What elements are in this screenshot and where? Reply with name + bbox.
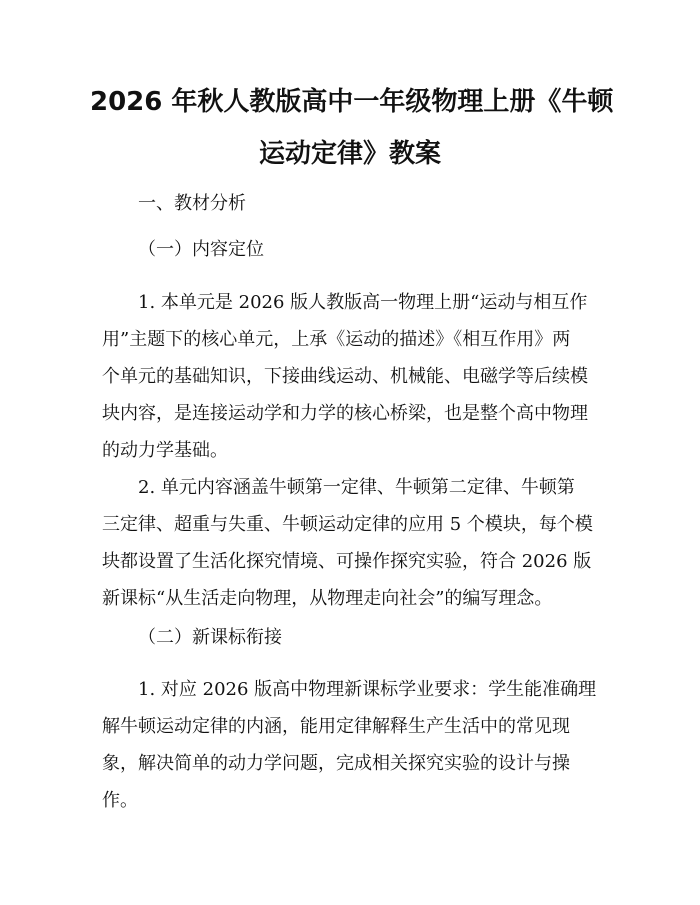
paragraph-line: 新课标“从生活走向物理，从物理走向社会”的编写理念。 bbox=[102, 588, 553, 609]
paragraph-1 bbox=[102, 284, 602, 469]
subsection-heading-content-positioning: （一）内容定位 bbox=[138, 239, 264, 260]
paragraph-line: 三定律、超重与失重、牛顿运动定律的应用 5 个模块，每个模 bbox=[102, 514, 593, 535]
title-line: 运动定律》教案 bbox=[258, 139, 441, 169]
section-heading-textbook-analysis: 一、教材分析 bbox=[138, 193, 246, 214]
paragraph-line: 用”主题下的核心单元，上承《运动的描述》《相互作用》两 bbox=[102, 329, 571, 350]
paragraph-line: 块都设置了生活化探究情境、可操作探究实验，符合 2026 版 bbox=[102, 551, 592, 572]
paragraph-line: 个单元的基础知识，下接曲线运动、机械能、电磁学等后续模 bbox=[102, 366, 588, 387]
paragraph-3 bbox=[102, 671, 602, 819]
document-title bbox=[90, 76, 614, 180]
subsection-heading-curriculum-alignment: （二）新课标衔接 bbox=[138, 627, 282, 648]
paragraph-line: 1. 对应 2026 版高中物理新课标学业要求：学生能准确理 bbox=[138, 679, 597, 700]
paragraph-line: 作。 bbox=[102, 790, 138, 811]
paragraph-2 bbox=[102, 469, 602, 617]
paragraph-line: 的动力学基础。 bbox=[102, 440, 228, 461]
title-line: 2026 年秋人教版高中一年级物理上册《牛顿 bbox=[90, 87, 614, 117]
paragraph-line: 1. 本单元是 2026 版人教版高一物理上册“运动与相互作 bbox=[138, 292, 588, 313]
paragraph-line: 块内容，是连接运动学和力学的核心桥梁，也是整个高中物理 bbox=[102, 403, 588, 424]
paragraph-line: 解牛顿运动定律的内涵，能用定律解释生产生活中的常见现 bbox=[102, 716, 570, 737]
paragraph-line: 象，解决简单的动力学问题，完成相关探究实验的设计与操 bbox=[102, 753, 570, 774]
paragraph-line: 2. 单元内容涵盖牛顿第一定律、牛顿第二定律、牛顿第 bbox=[138, 477, 575, 498]
